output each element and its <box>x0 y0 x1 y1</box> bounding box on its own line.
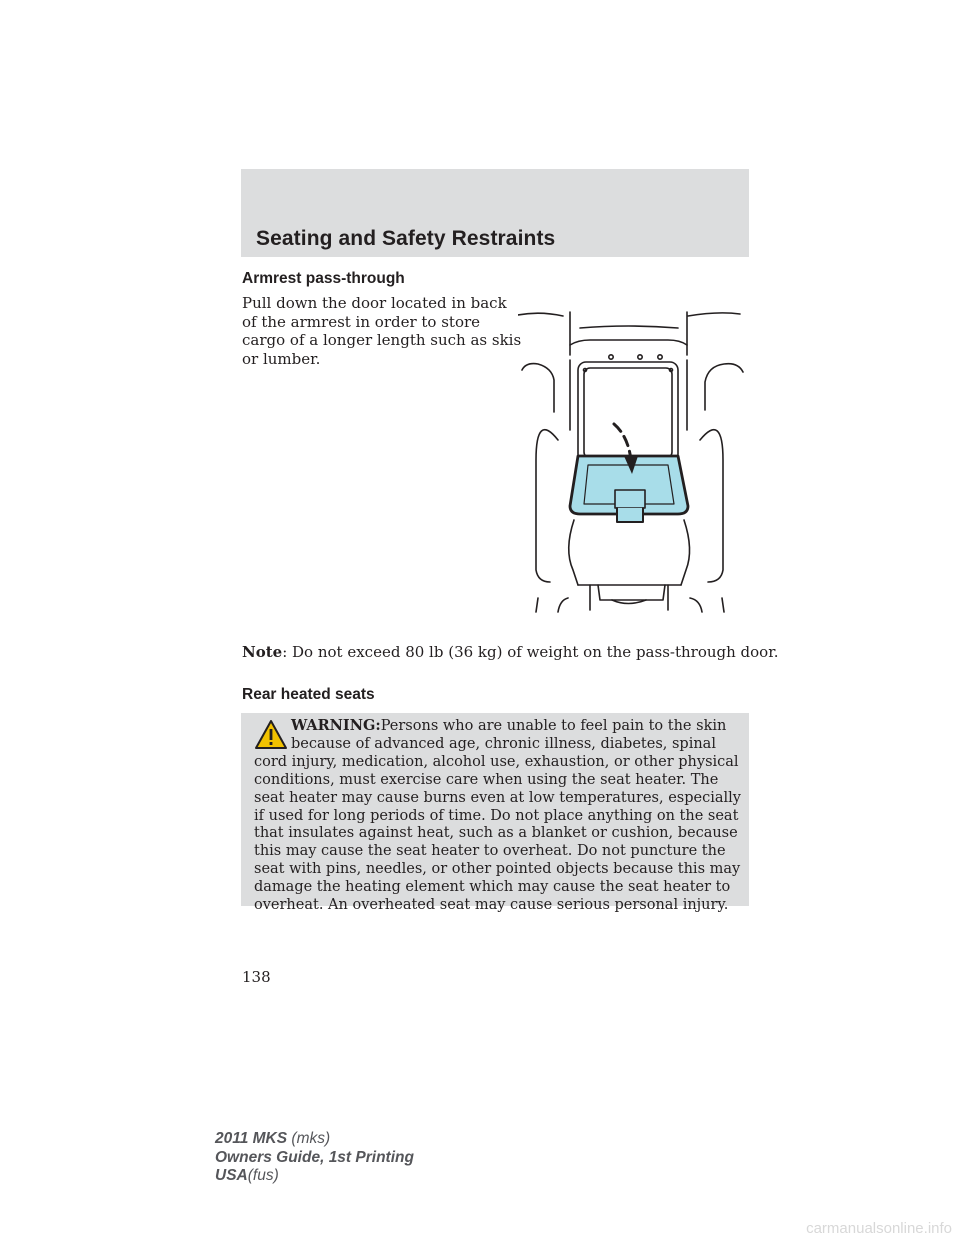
note-paragraph <box>242 643 779 662</box>
page-number: 138 <box>242 968 271 986</box>
note-label: Note <box>242 643 283 661</box>
footer-market: USA <box>215 1167 248 1184</box>
note-text: : Do not exceed 80 lb (36 kg) of weight on the pass-through door. <box>282 643 779 661</box>
warning-text-block <box>254 717 742 915</box>
rear-heated-heading: Rear heated seats <box>242 686 375 703</box>
footer-model: 2011 MKS <box>215 1130 288 1147</box>
document-footer <box>215 1130 414 1186</box>
watermark: carmanualsonline.info <box>806 1220 952 1237</box>
section-header <box>241 169 749 257</box>
armrest-line: cargo of a longer length such as skis <box>242 331 522 349</box>
armrest-illustration <box>518 300 750 616</box>
footer-market-code: (fus) <box>247 1167 279 1184</box>
footer-edition: Owners Guide, 1st Printing <box>215 1148 414 1166</box>
armrest-line: Pull down the door located in back <box>242 294 507 312</box>
section-title: Seating and Safety Restraints <box>256 227 556 250</box>
warning-label: WARNING: <box>291 717 381 734</box>
warning-box <box>241 713 749 914</box>
armrest-line: or lumber. <box>242 349 321 368</box>
armrest-paragraph <box>242 294 521 368</box>
warning-body: Persons who are unable to feel pain to the skin because of advanced age, chronic illness, diabetes, spinal cord injury, medication, alcohol use, exhaustion, or other physical conditions, must exercise care when using the seat heater. The seat heater may cause burns even at low temperatures, especially if used for long periods of time. Do not place anything on the seat that insulates against heat, such as a blanket or cushion, because this may cause the seat heater to overheat. Do not puncture the seat with pins, needles, or other pointed objects because this may damage the heating element which may cause the seat heater to overheat. An overheated seat may cause serious personal injury. <box>254 718 741 914</box>
footer-model-code: (mks) <box>291 1130 331 1147</box>
armrest-line: of the armrest in order to store <box>242 312 481 331</box>
armrest-heading: Armrest pass-through <box>242 270 405 287</box>
